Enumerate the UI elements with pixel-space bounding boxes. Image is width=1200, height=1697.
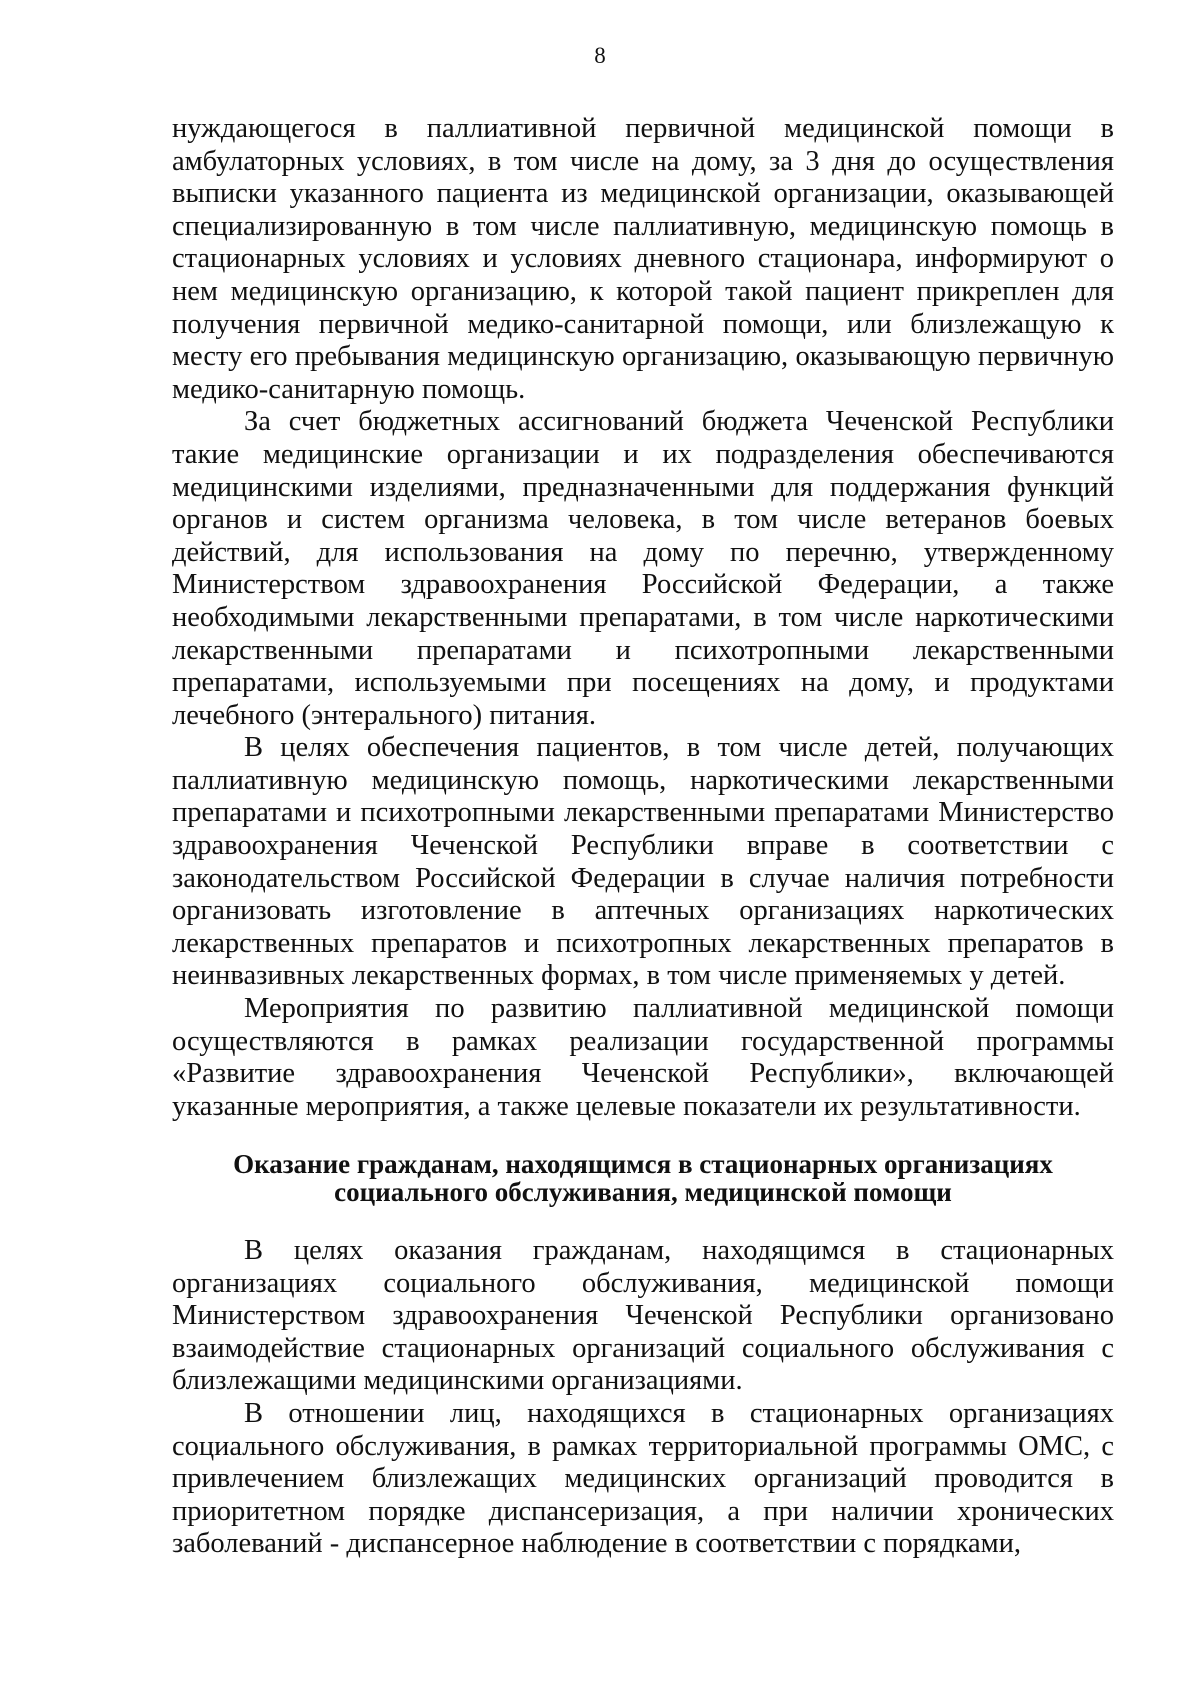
text-block-after-heading xyxy=(172,1235,1114,1561)
text-block-before-heading xyxy=(172,113,1114,1123)
section-heading-line-1: Оказание гражданам, находящимся в стационарных организациях xyxy=(233,1149,1053,1179)
section-heading-line-2: социального обслуживания, медицинской помощи xyxy=(334,1177,952,1207)
paragraph-interaction: В целях оказания гражданам, находящимся в стационарных организациях социального обслуживания, медицинской помощи Министерством здравоохранения Чеченской Республики организовано взаимодействие стационарных организаций социального обслуживания с близлежащими медицинскими организациями. xyxy=(172,1235,1114,1397)
paragraph-narcotic-drugs: В целях обеспечения пациентов, в том числе детей, получающих паллиативную медицинскую помощь, наркотическими лекарственными препаратами и психотропными лекарственными препаратами Министерство здравоохранения Чеченской Республики вправе в соответствии с законодательством Российской Федерации в случае наличия потребности организовать изготовление в аптечных организациях наркотических лекарственных препаратов и психотропных лекарственных препаратов в неинвазивных лекарственных формах, в том числе применяемых у детей. xyxy=(172,732,1114,992)
paragraph-continuation: нуждающегося в паллиативной первичной медицинской помощи в амбулаторных условиях, в том числе на дому, за 3 дня до осуществления выписки указанного пациента из медицинской организации, оказывающей специализированную в том числе паллиативную, медицинскую помощь в стационарных условиях и условиях дневного стационара, информируют о нем медицинскую организацию, к которой такой пациент прикреплен для получения первичной медико-санитарной помощи, или близлежащую к месту его пребывания медицинскую организацию, оказывающую первичную медико-санитарную помощь. xyxy=(172,113,1114,405)
paragraph-dispensary: В отношении лиц, находящихся в стационарных организациях социального обслуживания, в рамках территориальной программы ОМС, с привлечением близлежащих медицинских организаций проводится в приоритетном порядке диспансеризация, а при наличии хронических заболеваний - диспансерное наблюдение в соответствии с порядками, xyxy=(172,1397,1114,1560)
page-number: 8 xyxy=(594,43,606,68)
paragraph-budget-funding: За счет бюджетных ассигнований бюджета Чеченской Республики такие медицинские организации и их подразделения обеспечиваются медицинскими изделиями, предназначенными для поддержания функций органов и систем организма человека, в том числе ветеранов боевых действий, для использования на дому по перечню, утвержденному Министерством здравоохранения Российской Федерации, а также необходимыми лекарственными препаратами, в том числе наркотическими лекарственными препаратами и психотропными лекарственными препаратами, используемыми при посещениях на дому, и продуктами лечебного (энтерального) питания. xyxy=(172,406,1114,731)
paragraph-state-program: Мероприятия по развитию паллиативной медицинской помощи осуществляются в рамках реализации государственной программы «Развитие здравоохранения Чеченской Республики», включающей указанные мероприятия, а также целевые показатели их результативности. xyxy=(172,993,1114,1122)
section-heading xyxy=(172,1150,1114,1206)
